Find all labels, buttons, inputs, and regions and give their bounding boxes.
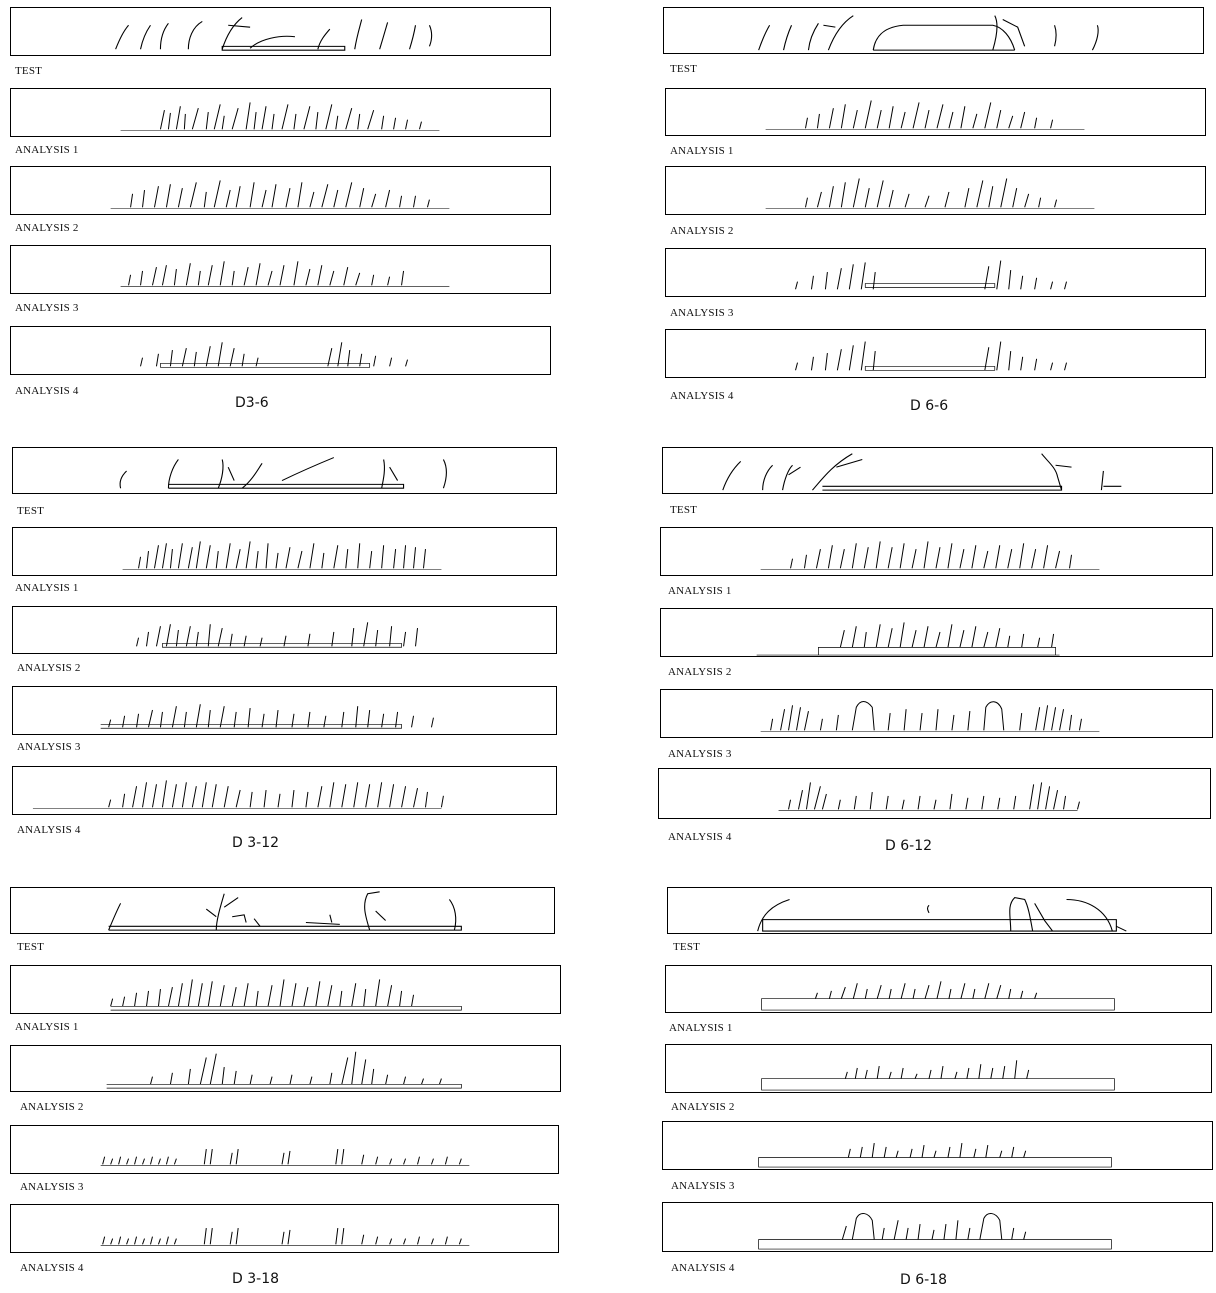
analysis-panel: [662, 1202, 1213, 1252]
panel-label: TEST: [17, 505, 45, 517]
panel-label: ANALYSIS 4: [20, 1262, 84, 1274]
crack-pattern-drawing: [11, 1205, 558, 1252]
crack-pattern-drawing: [661, 690, 1212, 737]
panel-label: ANALYSIS 2: [671, 1101, 735, 1113]
panel-label: ANALYSIS 3: [17, 741, 81, 753]
analysis-panel: [665, 329, 1206, 378]
panel-label: TEST: [670, 504, 698, 516]
crack-pattern-drawing: [663, 448, 1212, 493]
panel-label: ANALYSIS 3: [15, 302, 79, 314]
analysis-panel: [10, 88, 551, 137]
figure-caption: D 3-18: [232, 1271, 280, 1287]
crack-pattern-drawing: [666, 1045, 1211, 1092]
panel-label: ANALYSIS 3: [671, 1180, 735, 1192]
panel-label: ANALYSIS 3: [20, 1181, 84, 1193]
analysis-panel: [658, 768, 1211, 819]
crack-pattern-drawing: [11, 327, 550, 374]
crack-pattern-drawing: [663, 1203, 1212, 1251]
panel-label: ANALYSIS 2: [668, 666, 732, 678]
test-panel: [10, 887, 555, 934]
crack-pattern-drawing: [659, 769, 1210, 818]
analysis-panel: [660, 689, 1213, 738]
crack-pattern-drawing: [13, 448, 556, 493]
panel-label: ANALYSIS 2: [670, 225, 734, 237]
crack-pattern-drawing: [11, 8, 550, 55]
panel-label: ANALYSIS 3: [670, 307, 734, 319]
crack-pattern-drawing: [666, 167, 1205, 214]
figure-caption: D3-6: [235, 395, 269, 411]
crack-pattern-drawing: [11, 246, 550, 293]
panel-label: ANALYSIS 2: [15, 222, 79, 234]
crack-pattern-drawing: [664, 8, 1203, 53]
panel-label: ANALYSIS 4: [670, 390, 734, 402]
panel-label: ANALYSIS 1: [669, 1022, 733, 1034]
crack-pattern-drawing: [13, 687, 556, 734]
panel-label: ANALYSIS 4: [17, 824, 81, 836]
figure-caption: D 3-12: [232, 835, 280, 851]
crack-pattern-drawing: [11, 89, 550, 136]
crack-pattern-drawing: [13, 528, 556, 575]
crack-pattern-drawing: [661, 609, 1212, 656]
analysis-panel: [665, 1044, 1212, 1093]
test-panel: [662, 447, 1213, 494]
crack-pattern-drawing: [661, 528, 1212, 575]
crack-pattern-drawing: [13, 767, 556, 814]
analysis-panel: [665, 965, 1212, 1013]
panel-label: TEST: [17, 941, 45, 953]
panel-label: ANALYSIS 1: [15, 582, 79, 594]
panel-label: ANALYSIS 2: [17, 662, 81, 674]
analysis-panel: [660, 608, 1213, 657]
panel-label: ANALYSIS 4: [15, 385, 79, 397]
panel-label: ANALYSIS 2: [20, 1101, 84, 1113]
crack-pattern-drawing: [668, 888, 1211, 933]
analysis-panel: [665, 88, 1206, 136]
panel-label: ANALYSIS 4: [668, 831, 732, 843]
analysis-panel: [12, 527, 557, 576]
analysis-panel: [12, 766, 557, 815]
analysis-panel: [12, 606, 557, 654]
panel-label: ANALYSIS 4: [671, 1262, 735, 1274]
crack-pattern-drawing: [13, 607, 556, 653]
analysis-panel: [12, 686, 557, 735]
panel-label: ANALYSIS 1: [668, 585, 732, 597]
figure-caption: D 6-18: [900, 1272, 948, 1288]
crack-pattern-drawing: [11, 167, 550, 214]
panel-label: ANALYSIS 3: [668, 748, 732, 760]
panel-label: TEST: [670, 63, 698, 75]
analysis-panel: [10, 1125, 559, 1174]
analysis-panel: [665, 166, 1206, 215]
panel-label: TEST: [673, 941, 701, 953]
analysis-panel: [10, 1204, 559, 1253]
analysis-panel: [10, 965, 561, 1014]
analysis-panel: [10, 1045, 561, 1092]
panel-label: ANALYSIS 1: [670, 145, 734, 157]
test-panel: [667, 887, 1212, 934]
crack-pattern-drawing: [11, 966, 560, 1013]
analysis-panel: [10, 166, 551, 215]
analysis-panel: [660, 527, 1213, 576]
analysis-panel: [10, 326, 551, 375]
analysis-panel: [665, 248, 1206, 297]
panel-label: ANALYSIS 1: [15, 144, 79, 156]
crack-pattern-drawing: [666, 330, 1205, 377]
test-panel: [663, 7, 1204, 54]
crack-pattern-drawing: [666, 249, 1205, 296]
crack-pattern-drawing: [663, 1122, 1212, 1169]
figure-caption: D 6-6: [910, 398, 949, 414]
panel-label: ANALYSIS 1: [15, 1021, 79, 1033]
crack-pattern-drawing: [11, 1126, 558, 1173]
analysis-panel: [10, 245, 551, 294]
crack-pattern-drawing: [11, 1046, 560, 1091]
test-panel: [12, 447, 557, 494]
crack-pattern-drawing: [666, 966, 1211, 1012]
panel-label: TEST: [15, 65, 43, 77]
analysis-panel: [662, 1121, 1213, 1170]
crack-pattern-drawing: [11, 888, 554, 933]
test-panel: [10, 7, 551, 56]
figure-caption: D 6-12: [885, 838, 933, 854]
crack-pattern-drawing: [666, 89, 1205, 135]
